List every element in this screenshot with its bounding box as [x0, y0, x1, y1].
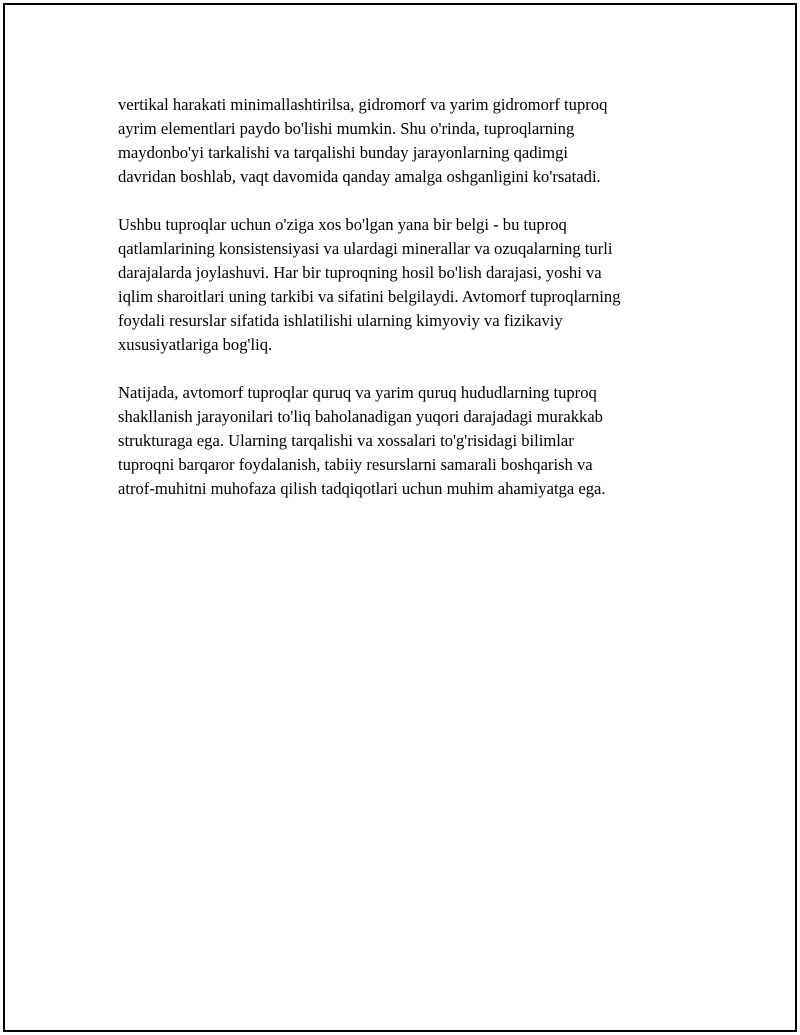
text-line: darajalarda joylashuvi. Har bir tuproqning hosil bo'lish darajasi, yoshi va [118, 263, 602, 282]
text-line: Natijada, avtomorf tuproqlar quruq va yarim quruq hududlarning tuproq [118, 383, 597, 402]
paragraph-2 [118, 213, 688, 357]
text-line: maydonbo'yi tarkalishi va tarqalishi bunday jarayonlarning qadimgi [118, 143, 568, 162]
text-line: qatlamlarining konsistensiyasi va ulardagi minerallar va ozuqalarning turli [118, 239, 613, 258]
text-line: tuproqni barqaror foydalanish, tabiiy resurslarni samarali boshqarish va [118, 455, 593, 474]
text-line: atrof-muhitni muhofaza qilish tadqiqotlari uchun muhim ahamiyatga ega. [118, 479, 606, 498]
text-line: davridan boshlab, vaqt davomida qanday amalga oshganligini ko'rsatadi. [118, 167, 601, 186]
text-line: Ushbu tuproqlar uchun o'ziga xos bo'lgan yana bir belgi - bu tuproq [118, 215, 567, 234]
text-line: iqlim sharoitlari uning tarkibi va sifatini belgilaydi. Avtomorf tuproqlarning [118, 287, 621, 306]
paragraph-3 [118, 381, 688, 501]
text-line: strukturaga ega. Ularning tarqalishi va xossalari to'g'risidagi bilimlar [118, 431, 574, 450]
text-line: foydali resurslar sifatida ishlatilishi ularning kimyoviy va fizikaviy [118, 311, 563, 330]
text-line: shakllanish jarayonilari to'liq baholanadigan yuqori darajadagi murakkab [118, 407, 603, 426]
document-body [118, 93, 688, 525]
text-line: vertikal harakati minimallashtirilsa, gidromorf va yarim gidromorf tuproq [118, 95, 608, 114]
paragraph-1 [118, 93, 688, 189]
text-line: ayrim elementlari paydo bo'lishi mumkin. Shu o'rinda, tuproqlarning [118, 119, 575, 138]
text-line: xususiyatlariga bog'liq. [118, 335, 273, 354]
